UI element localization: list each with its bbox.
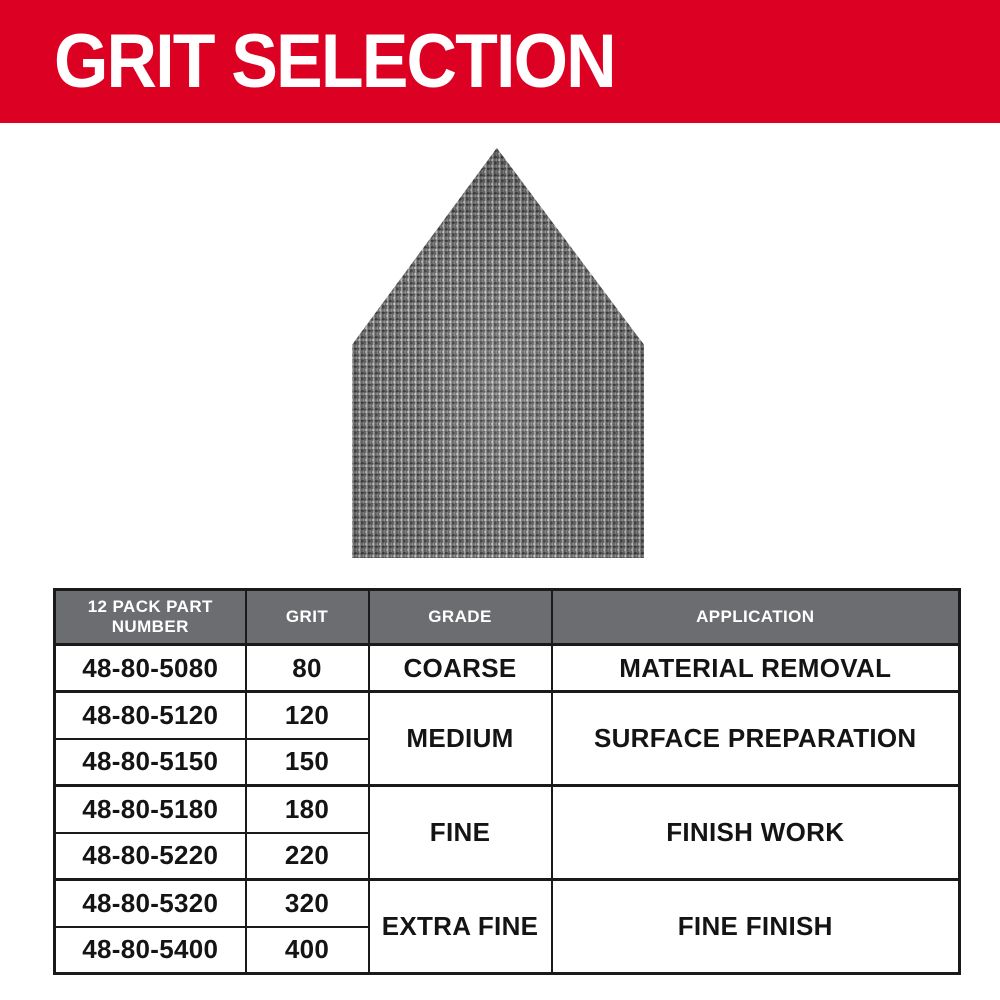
part-number-cell: 48-80-5320: [55, 880, 246, 927]
application-cell: MATERIAL REMOVAL: [552, 645, 960, 692]
page-title: GRIT SELECTION: [54, 18, 615, 104]
part-number-cell: 48-80-5150: [55, 739, 246, 786]
application-cell: SURFACE PREPARATION: [552, 692, 960, 786]
title-banner: [0, 0, 1000, 123]
grade-cell: MEDIUM: [369, 692, 552, 786]
mesh-sanding-sheet-image: [352, 148, 644, 558]
grit-cell: 220: [246, 833, 369, 880]
table-row: [55, 692, 960, 739]
table-header-row: [55, 590, 960, 645]
col-header-part-number: 12 PACK PART NUMBER: [55, 590, 246, 645]
col-header-grit: GRIT: [246, 590, 369, 645]
application-cell: FINISH WORK: [552, 786, 960, 880]
grit-cell: 80: [246, 645, 369, 692]
grit-cell: 320: [246, 880, 369, 927]
part-number-cell: 48-80-5220: [55, 833, 246, 880]
grit-selection-table: [53, 588, 961, 975]
col-header-grade: GRADE: [369, 590, 552, 645]
application-cell: FINE FINISH: [552, 880, 960, 974]
part-number-cell: 48-80-5080: [55, 645, 246, 692]
grit-table-body: [55, 645, 960, 974]
grade-cell: COARSE: [369, 645, 552, 692]
table-row: [55, 786, 960, 833]
part-number-cell: 48-80-5180: [55, 786, 246, 833]
grade-cell: EXTRA FINE: [369, 880, 552, 974]
grit-cell: 120: [246, 692, 369, 739]
grit-cell: 150: [246, 739, 369, 786]
table-row: [55, 645, 960, 692]
grade-cell: FINE: [369, 786, 552, 880]
part-number-cell: 48-80-5120: [55, 692, 246, 739]
table-row: [55, 880, 960, 927]
grit-cell: 400: [246, 927, 369, 974]
grit-cell: 180: [246, 786, 369, 833]
part-number-cell: 48-80-5400: [55, 927, 246, 974]
col-header-application: APPLICATION: [552, 590, 960, 645]
